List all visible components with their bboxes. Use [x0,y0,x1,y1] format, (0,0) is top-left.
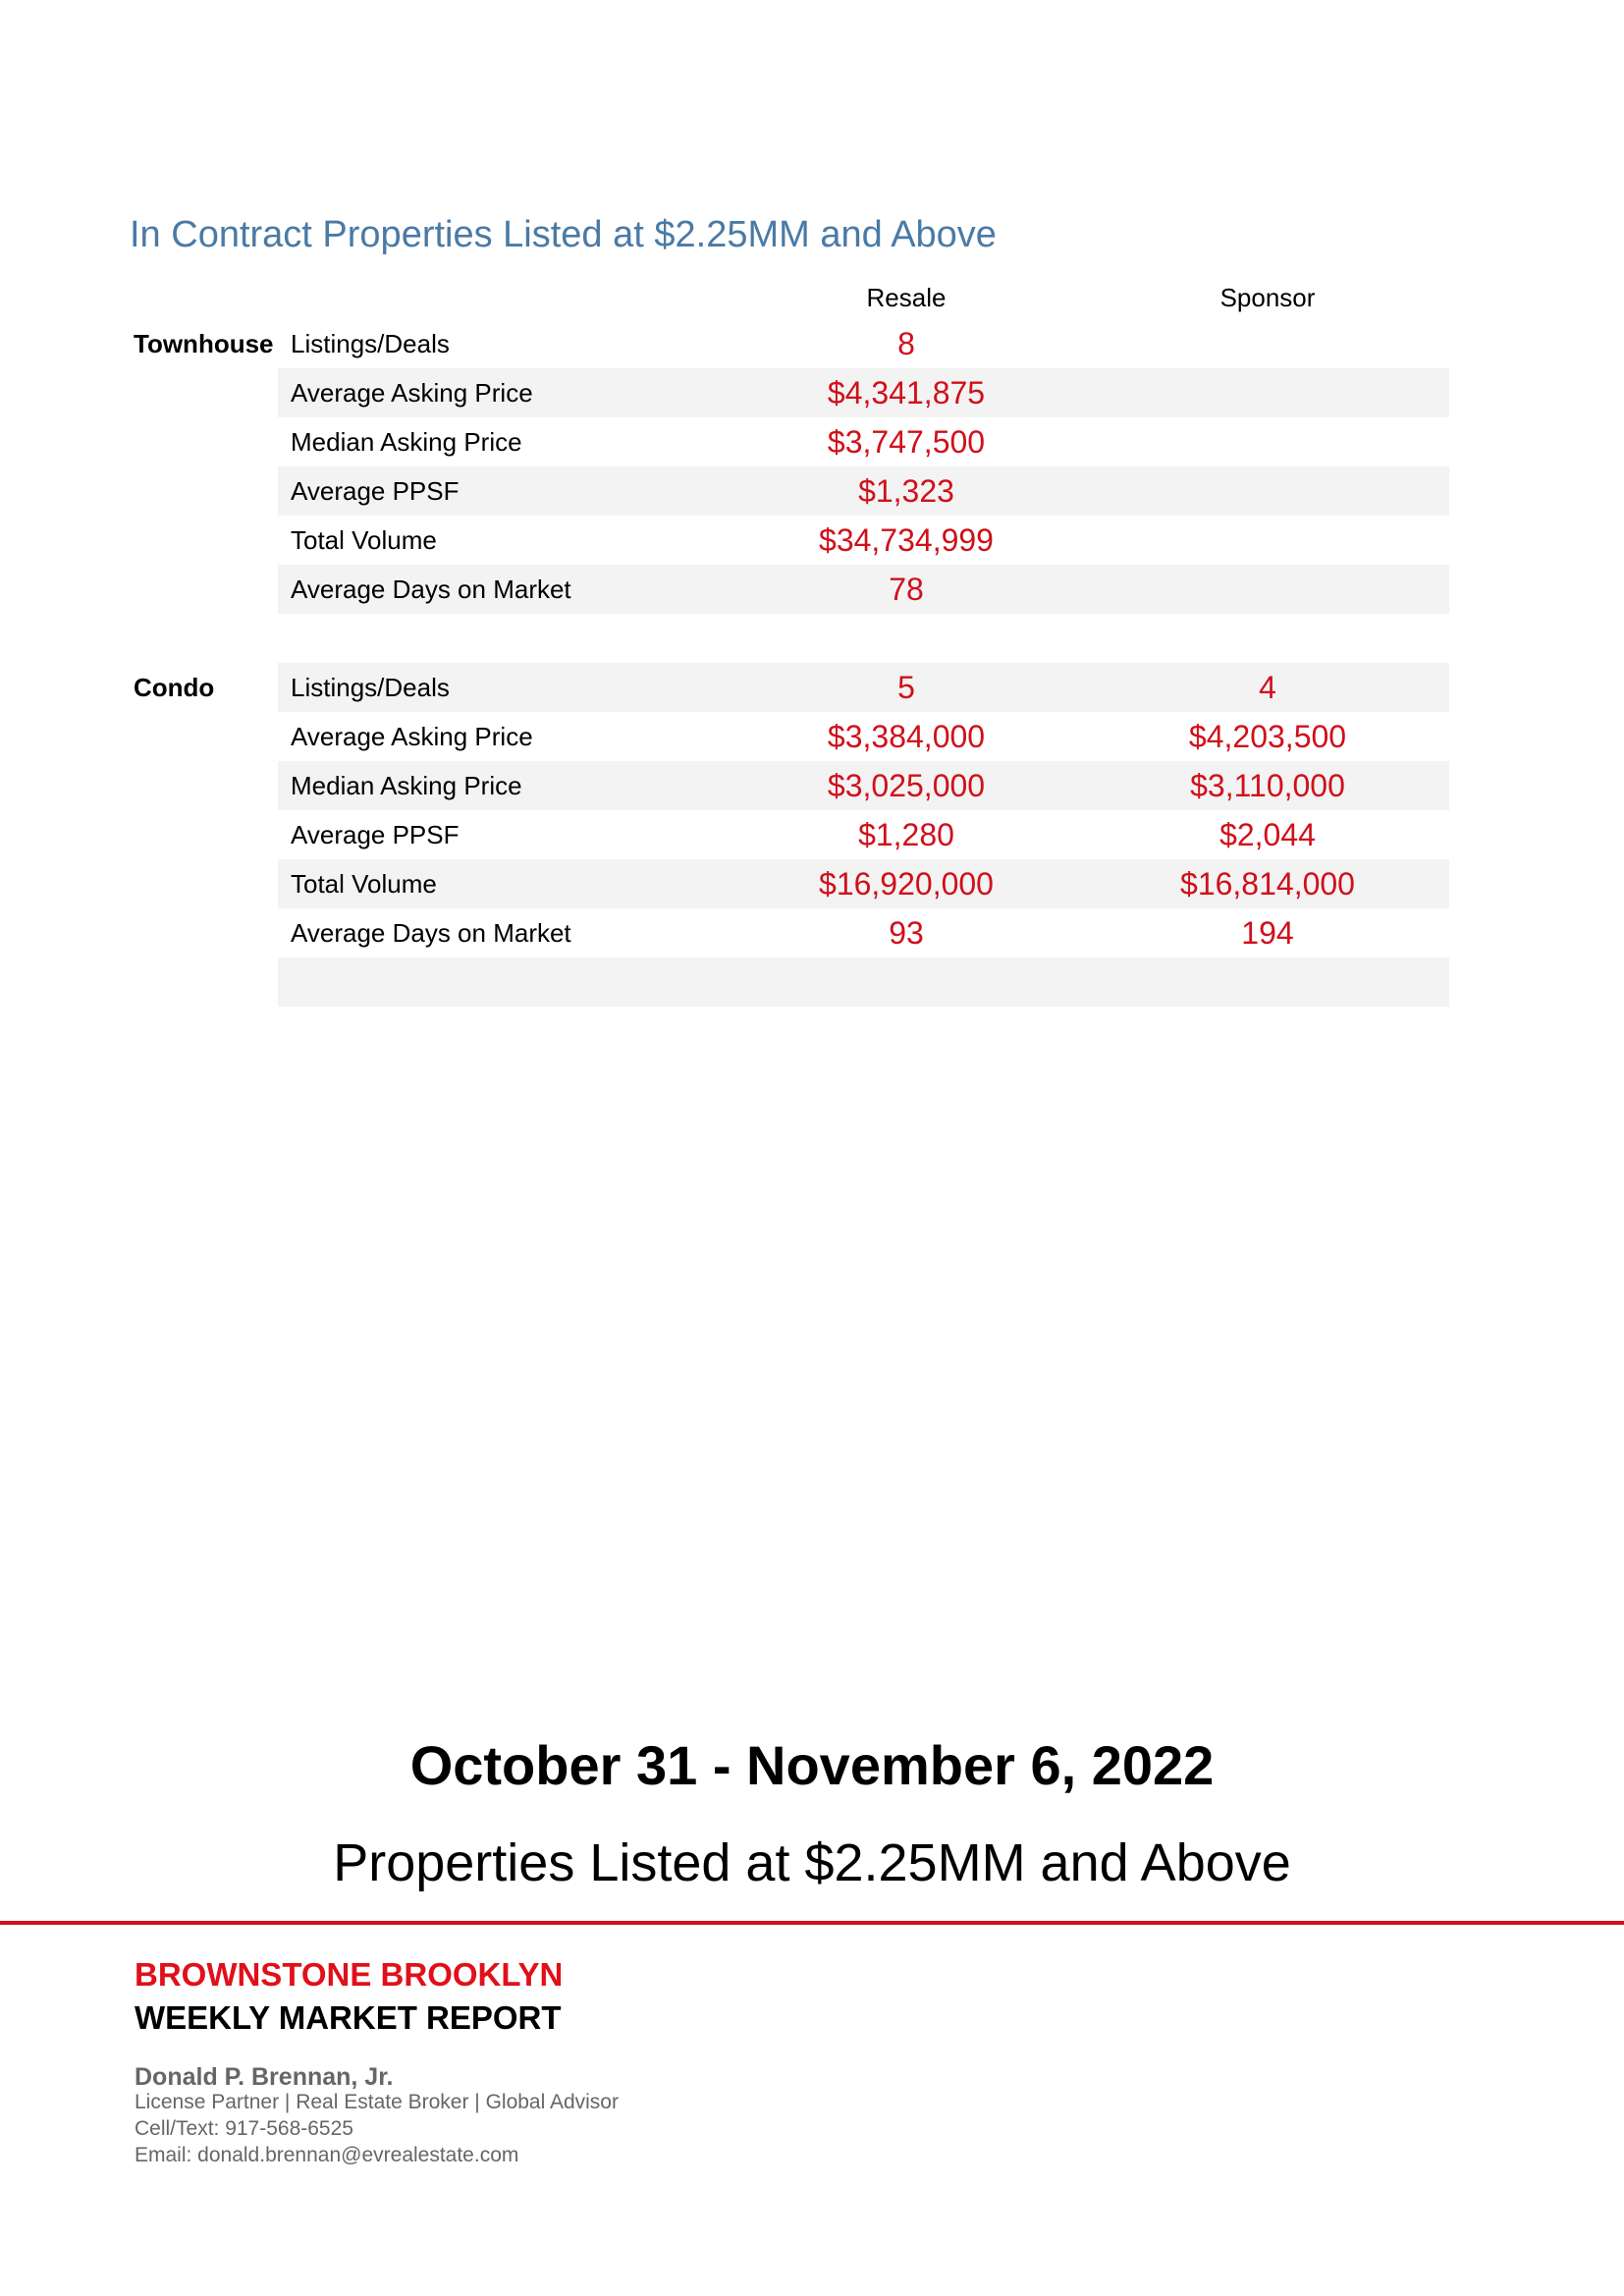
row-label: Listings/Deals [291,673,450,702]
row-label: Median Asking Price [291,771,522,800]
group-label-townhouse: Townhouse [134,329,274,358]
resale-value: $1,323 [858,473,954,509]
table-row [278,319,1449,368]
report-date-range: October 31 - November 6, 2022 [409,1734,1215,1796]
row-label: Total Volume [291,525,437,555]
table-row [278,859,1449,908]
resale-value: $4,341,875 [827,375,986,410]
resale-value: $3,025,000 [827,768,986,803]
sponsor-value: $16,814,000 [1180,866,1355,902]
condo-rows [278,663,1449,1007]
table-row [278,663,1449,712]
table-row [278,516,1449,565]
townhouse-rows [278,319,1449,614]
row-label: Average Days on Market [291,574,571,604]
column-header-resale: Resale [866,283,947,312]
sponsor-value [1110,466,1425,516]
table-row [278,368,1449,417]
sponsor-value: $3,110,000 [1190,768,1345,803]
sponsor-value: $4,203,500 [1188,719,1347,754]
row-label: Listings/Deals [291,329,450,358]
footer-divider [0,1921,1624,1925]
agent-title: License Partner | Real Estate Broker | Global Advisor [135,2091,619,2113]
sponsor-value [1110,516,1425,565]
row-label: Average Asking Price [291,722,533,751]
row-label: Median Asking Price [291,427,522,457]
sponsor-value: $2,044 [1219,817,1316,852]
table-row [278,712,1449,761]
row-label: Total Volume [291,869,437,899]
resale-value: $1,280 [858,817,954,852]
brand-name: BROWNSTONE BROOKLYN [135,1956,564,1993]
resale-value: $16,920,000 [819,866,994,902]
report-subtitle: Properties Listed at $2.25MM and Above [333,1833,1291,1892]
brand-subtitle: WEEKLY MARKET REPORT [135,1999,562,2036]
report-title: In Contract Properties Listed at $2.25MM and Above [130,214,997,255]
agent-name: Donald P. Brennan, Jr. [135,2063,394,2091]
sponsor-value [1110,957,1425,1007]
resale-value: $3,747,500 [827,424,986,460]
resale-value: 8 [897,326,915,361]
resale-value: 5 [897,670,915,705]
row-label: Average PPSF [291,820,460,849]
column-header-sponsor: Sponsor [1219,283,1316,312]
sponsor-value: 194 [1241,915,1294,951]
sponsor-value [1110,368,1425,417]
resale-value: $3,384,000 [827,719,986,754]
resale-value: 78 [889,572,924,607]
table-row [278,908,1449,957]
group-label-condo: Condo [134,673,215,702]
agent-email: Email: donald.brennan@evrealestate.com [135,2144,519,2166]
resale-value [749,957,1063,1007]
row-label: Average PPSF [291,476,460,506]
table-row [278,565,1449,614]
agent-phone: Cell/Text: 917-568-6525 [135,2117,353,2140]
sponsor-value [1110,417,1425,466]
sponsor-value: 4 [1259,670,1276,705]
row-label: Average Days on Market [291,918,571,948]
table-row [278,761,1449,810]
table-row-empty [278,957,1449,1007]
table-row [278,810,1449,859]
resale-value: $34,734,999 [819,522,994,558]
resale-value: 93 [889,915,924,951]
table-row [278,417,1449,466]
sponsor-value [1110,565,1425,614]
sponsor-value [1110,319,1425,368]
table-row [278,466,1449,516]
row-label: Average Asking Price [291,378,533,408]
